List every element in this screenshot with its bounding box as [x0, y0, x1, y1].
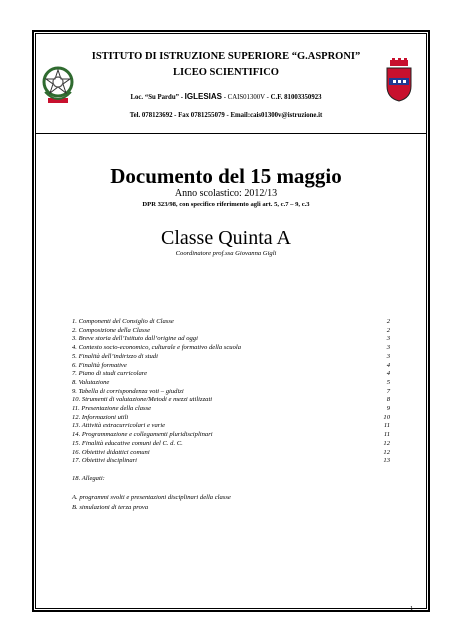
toc-row: [72, 422, 390, 431]
attachment-a: A. programmi svolti e presentazioni disciplinari della classe: [72, 494, 231, 501]
toc-entry-page: 10: [383, 413, 390, 421]
toc-entry-page: 8: [386, 396, 390, 404]
toc-entry-page: 9: [386, 405, 390, 412]
toc-entry-page: 11: [383, 431, 390, 439]
toc-row: [72, 327, 390, 336]
toc-entry-page: 12: [383, 439, 390, 447]
toc-entry-label: 5. Finalità dell’indirizzo di studi: [72, 352, 158, 360]
address-line: [0, 92, 452, 101]
address-prefix: Loc. “Su Pardu” -: [130, 94, 185, 101]
toc-row: [72, 335, 390, 344]
toc-entry-label: 17. Obiettivi disciplinari: [72, 457, 138, 465]
toc-entry-page: 2: [386, 318, 390, 325]
document-title: Documento del 15 maggio: [110, 164, 342, 188]
toc-row: [72, 396, 390, 405]
toc-entry-page: 3: [386, 352, 390, 360]
toc-entry-page: 3: [386, 344, 390, 352]
toc-entry-page: 2: [386, 326, 390, 334]
toc-row: [72, 344, 390, 353]
toc-entry-label: 12. Informazioni utili: [72, 413, 129, 421]
toc-row: [72, 362, 390, 371]
toc-entry-page: 13: [383, 457, 390, 465]
class-title: Classe Quinta A: [161, 227, 291, 249]
toc-entry-page: 7: [386, 387, 390, 395]
toc-entry-label: 14. Programmazione e collegamenti pluridisciplinari: [72, 431, 213, 439]
attachments-heading: 18. Allegati:: [72, 475, 105, 482]
school-year: Anno scolastico: 2012/13: [174, 188, 278, 199]
toc-entry-label: 9. Tabella di corrispondenza voti – giudizi: [72, 387, 184, 395]
institute-name: ISTITUTO DI ISTRUZIONE SUPERIORE “G.ASPRONI”: [91, 51, 361, 62]
toc-entry-label: 11. Presentazione della classe: [72, 405, 152, 412]
toc-entry-label: 6. Finalità formative: [72, 361, 127, 369]
school-code: - CAIS01300V -: [222, 94, 271, 101]
regulation-reference: DPR 323/98, con specifico riferimento agli art. 5, c.7 – 9, c.3: [142, 201, 310, 208]
toc-entry-page: 12: [383, 448, 390, 456]
toc-row: [72, 353, 390, 362]
school-name: LICEO SCIENTIFICO: [173, 67, 279, 78]
toc-row: [72, 414, 390, 423]
toc-row: [72, 379, 390, 388]
toc-entry-label: 1. Componenti del Consiglio di Classe: [72, 318, 174, 325]
toc-row: [72, 449, 390, 458]
attachment-b: B. simulazioni di terza prova: [72, 504, 149, 511]
city-name: IGLESIAS: [184, 92, 223, 101]
toc-entry-label: 7. Piano di studi curricolare: [72, 370, 148, 378]
toc-row: [72, 457, 390, 466]
toc-entry-page: 4: [386, 370, 390, 378]
toc-entry-label: 13. Attività extracurricolari e varie: [72, 422, 166, 430]
toc-entry-label: 10. Strumenti di valutazione/Metodi e mezzi utilizzati: [72, 396, 213, 404]
toc-entry-label: 16. Obiettivi didattici comuni: [72, 448, 150, 456]
toc-row: [72, 388, 390, 397]
toc-row: [72, 431, 390, 440]
toc-entry-label: 2. Composizione della Classe: [72, 326, 151, 334]
letterhead-box: [36, 35, 426, 134]
page-number: 1: [410, 605, 414, 612]
toc-entry-page: 11: [383, 422, 390, 430]
toc-row: [72, 440, 390, 449]
toc-row: [72, 318, 390, 327]
toc-entry-page: 5: [386, 378, 390, 386]
toc-row: [72, 370, 390, 379]
toc-entry-label: 15. Finalità educative comuni del C. d. C.: [72, 439, 183, 447]
tax-code: C.F. 81003350923: [270, 94, 322, 101]
coordinator: Coordinatore prof.ssa Giovanna Gigli: [175, 250, 277, 257]
toc-row: [72, 405, 390, 414]
toc-entry-label: 3. Breve storia dell’Istituto dall’origine ad oggi: [72, 335, 198, 343]
toc-entry-page: 3: [386, 335, 390, 343]
contacts-line: Tel. 078123692 - Fax 0781255079 - Email:cais01300v@istruzione.it: [129, 112, 323, 119]
toc-entry-label: 4. Contesto socio-economico, culturale e formativo della scuola: [72, 344, 242, 352]
toc-entry-label: 8. Valutazione: [72, 378, 110, 386]
toc-entry-page: 4: [386, 361, 390, 369]
